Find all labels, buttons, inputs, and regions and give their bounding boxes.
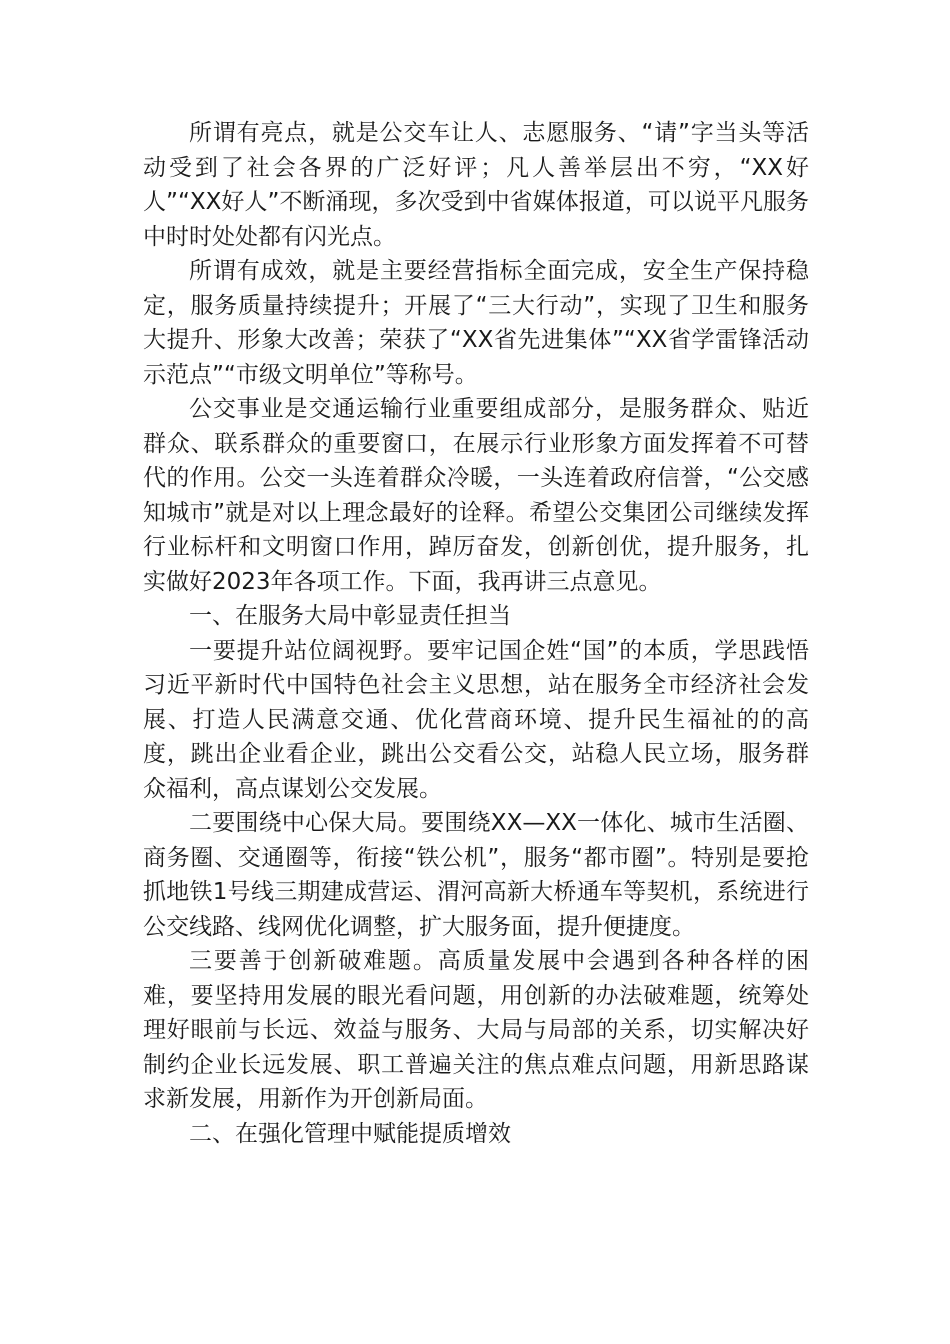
paragraph-point-2: 二要围绕中心保大局。要围绕XX—XX一体化、城市生活圈、商务圈、交通圈等，衔接“铁公机”，服务“都市圈”。特别是要抢抓地铁1号线三期建成营运、渭河高新大桥通车等契机，系统进行公交线路、线网优化调整，扩大服务面，提升便捷度。 — [143, 810, 809, 940]
paragraph-highlights: 所谓有亮点，就是公交车让人、志愿服务、“请”字当头等活动受到了社会各界的广泛好评；凡人善举层出不穷，“XX好人”“XX好人”不断涌现，多次受到中省媒体报道，可以说平凡服务中时时处处都有闪光点。 — [143, 120, 809, 250]
paragraph-point-1: 一要提升站位阔视野。要牢记国企姓“国”的本质，学思践悟习近平新时代中国特色社会主义思想，站在服务全市经济社会发展、打造人民满意交通、优化营商环境、提升民生福祉的的高度，跳出企业看企业，跳出公交看公交，站稳人民立场，服务群众福利，高点谋划公交发展。 — [143, 637, 809, 802]
document-body — [143, 116, 809, 1151]
section-heading-2: 二、在强化管理中赋能提质增效 — [189, 1120, 511, 1147]
paragraph-point-3: 三要善于创新破难题。高质量发展中会遇到各种各样的困难，要坚持用发展的眼光看问题，用创新的办法破难题，统筹处理好眼前与长远、效益与服务、大局与局部的关系，切实解决好制约企业长远发展、职工普遍关注的焦点难点问题，用新思路谋求新发展，用新作为开创新局面。 — [143, 948, 809, 1112]
paragraph-public-transit: 公交事业是交通运输行业重要组成部分，是服务群众、贴近群众、联系群众的重要窗口，在展示行业形象方面发挥着不可替代的作用。公交一头连着群众冷暖，一头连着政府信誉，“公交感知城市”就是对以上理念最好的诠释。希望公交集团公司继续发挥行业标杆和文明窗口作用，踔厉奋发，创新创优，提升服务，扎实做好2023年各项工作。下面，我再讲三点意见。 — [143, 396, 809, 595]
section-heading-1: 一、在服务大局中彰显责任担当 — [189, 603, 511, 629]
paragraph-achievements: 所谓有成效，就是主要经营指标全面完成，安全生产保持稳定，服务质量持续提升；开展了“三大行动”，实现了卫生和服务大提升、形象大改善；荣获了“XX省先进集体”“XX省学雷锋活动示范点”“市级文明单位”等称号。 — [143, 258, 809, 388]
